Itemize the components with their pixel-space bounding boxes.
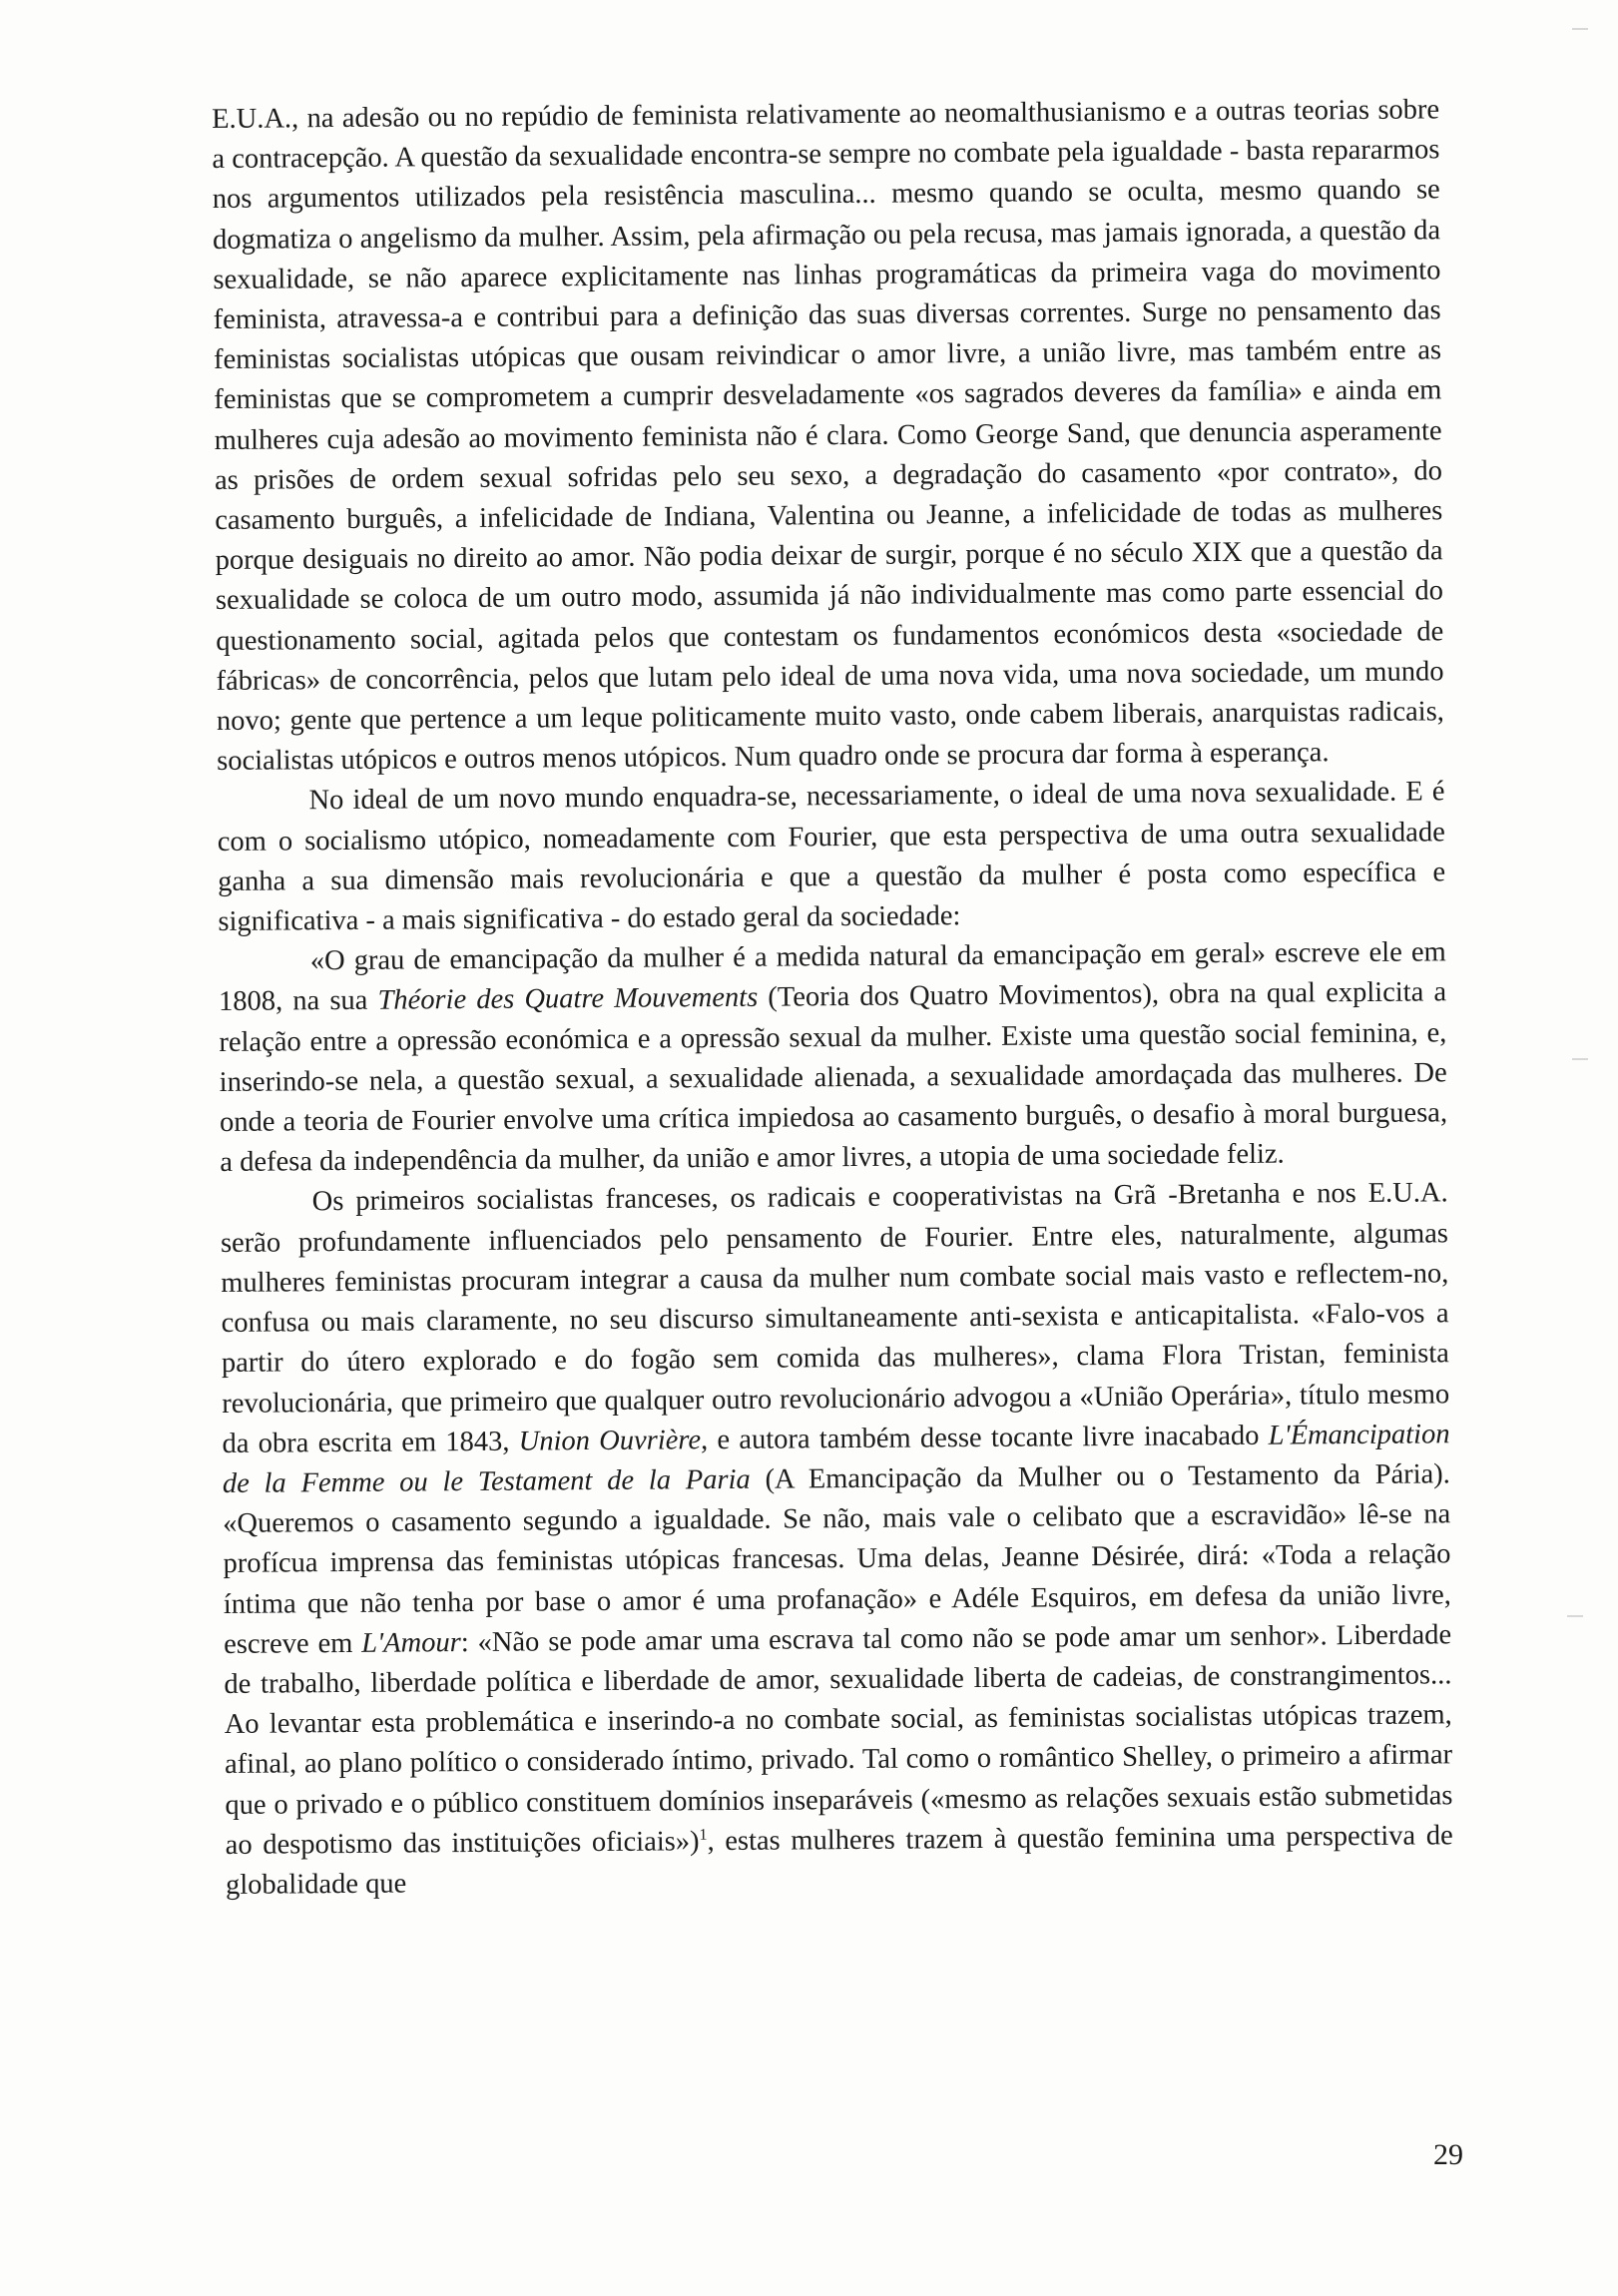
scan-artifact xyxy=(1572,28,1588,30)
paragraph-4: Os primeiros socialistas franceses, os radicais e cooperativistas na Grã -Bretanha e nos E.U.A. serão profundamente influenciados pelo pensamento de Fourier. Entre eles, naturalmente, algumas mulheres feministas procuram integrar a causa da mulher num combate social mais vasto e reflectem-no, confusa ou mais claramente, no seu discurso simultaneamente anti-sexista e anticapitalista. «Falo-vos a partir do útero explorado e do fogão sem comida das mulheres», clama Flora Tristan, feminista revolucionária, que primeiro que qualquer outro revolucionário advogou a «União Operária», título mesmo da obra escrita em 1843, Union Ouvrière, e autora também desse tocante livre inacabado L'Émancipation de la Femme ou le Testament de la Paria (A Emancipação da Mulher ou o Testamento da Pária). «Queremos o casamento segundo a igualdade. Se não, mais vale o celibato que a escravidão» lê-se na profícua imprensa das feministas utópicas francesas. Uma delas, Jeanne Désirée, dirá: «Toda a relação íntima que não tenha por base o amor é uma profanação» e Adéle Esquiros, em defesa da união livre, escreve em L'Amour: «Não se pode amar uma escrava tal como não se pode amar um senhor». Liberdade de trabalho, liberdade política e liberdade de amor, sexualidade liberta de cadeias, de constrangimentos... Ao levantar esta problemática e inserindo-a no combate social, as feministas socialistas utópicas trazem, afinal, ao plano político o considerado íntimo, privado. Tal como o romântico Shelley, o primeiro a afirmar que o privado e o público constituem domínios inseparáveis («mesmo as relações sexuais estão submetidas ao despotismo das instituições oficiais»)$^1$, estas mulheres trazem à questão feminina uma perspectiva de globalidade que xyxy=(220,1177,1453,1901)
page-number: 29 xyxy=(1433,2138,1463,2171)
paragraph-3: «O grau de emancipação da mulher é a medida natural da emancipação em geral» escreve ele em 1808, na sua Théorie des Quatre Mouvements (Teoria dos Quatro Movimentos), obra na qual explicita a relação entre a opressão económica e a opressão sexual da mulher. Existe uma questão social feminina, e, inserindo-se nela, a questão sexual, a sexualidade alienada, a sexualidade amordaçada das mulheres. De onde a teoria de Fourier envolve uma crítica impiedosa ao casamento burguês, o desafio à moral burguesa, a defesa da independência da mulher, da união e amor livres, a utopia de uma sociedade feliz. xyxy=(218,936,1448,1179)
scan-artifact xyxy=(1572,1058,1588,1060)
book-title: Union Ouvrière xyxy=(518,1424,702,1457)
body-text xyxy=(212,90,1453,1906)
footnote-reference[interactable]: 1 xyxy=(699,1826,708,1844)
book-title: L'Émancipation de la Femme ou le Testament de la Paria xyxy=(222,1419,1450,1499)
book-title: Théorie des Quatre Mouvements xyxy=(377,982,759,1017)
paragraph-2: No ideal de um novo mundo enquadra-se, necessariamente, o ideal de uma nova sexualidade. E é com o socialismo utópico, nomeadamente com Fourier, que esta perspectiva de uma outra sexualidade ganha a sua dimensão mais revolucionária e que a questão da mulher é posta como específica e significativa - a mais significativa - do estado geral da sociedade: xyxy=(217,776,1446,938)
book-title: L'Amour xyxy=(361,1626,461,1659)
paragraph-1: E.U.A., na adesão ou no repúdio de feminista relativamente ao neomalthusianismo e a outras teorias sobre a contracepção. A questão da sexualidade encontra-se sempre no combate pela igualdade - basta repararmos nos argumentos utilizados pela resistência masculina... mesmo quando se oculta, mesmo quando se dogmatiza o angelismo da mulher. Assim, pela afirmação ou pela recusa, mas jamais ignorada, a questão da sexualidade, se não aparece explicitamente nas linhas programáticas da primeira vaga do movimento feminista, atravessa-a e contribui para a definição das suas diversas correntes. Surge no pensamento das feministas socialistas utópicas que ousam reivindicar o amor livre, a união livre, mas também entre as feministas que se comprometem a cumprir desveladamente «os sagrados deveres da família» e ainda em mulheres cuja adesão ao movimento feminista não é clara. Como George Sand, que denuncia asperamente as prisões de ordem sexual sofridas pelo seu sexo, a degradação do casamento «por contrato», do casamento burguês, a infelicidade de Indiana, Valentina ou Jeanne, a infelicidade de todas as mulheres porque desiguais no direito ao amor. Não podia deixar de surgir, porque é no século XIX que a questão da sexualidade se coloca de um outro modo, assumida já não individualmente mas como parte essencial do questionamento social, agitada pelos que contestam os fundamentos económicos desta «sociedade de fábricas» de concorrência, pelos que lutam pelo ideal de uma nova vida, uma nova sociedade, um mundo novo; gente que pertence a um leque politicamente muito vasto, onde cabem liberais, anarquistas radicais, socialistas utópicos e outros menos utópicos. Num quadro onde se procura dar forma à esperança. xyxy=(212,94,1444,778)
scan-artifact xyxy=(1567,1615,1583,1617)
